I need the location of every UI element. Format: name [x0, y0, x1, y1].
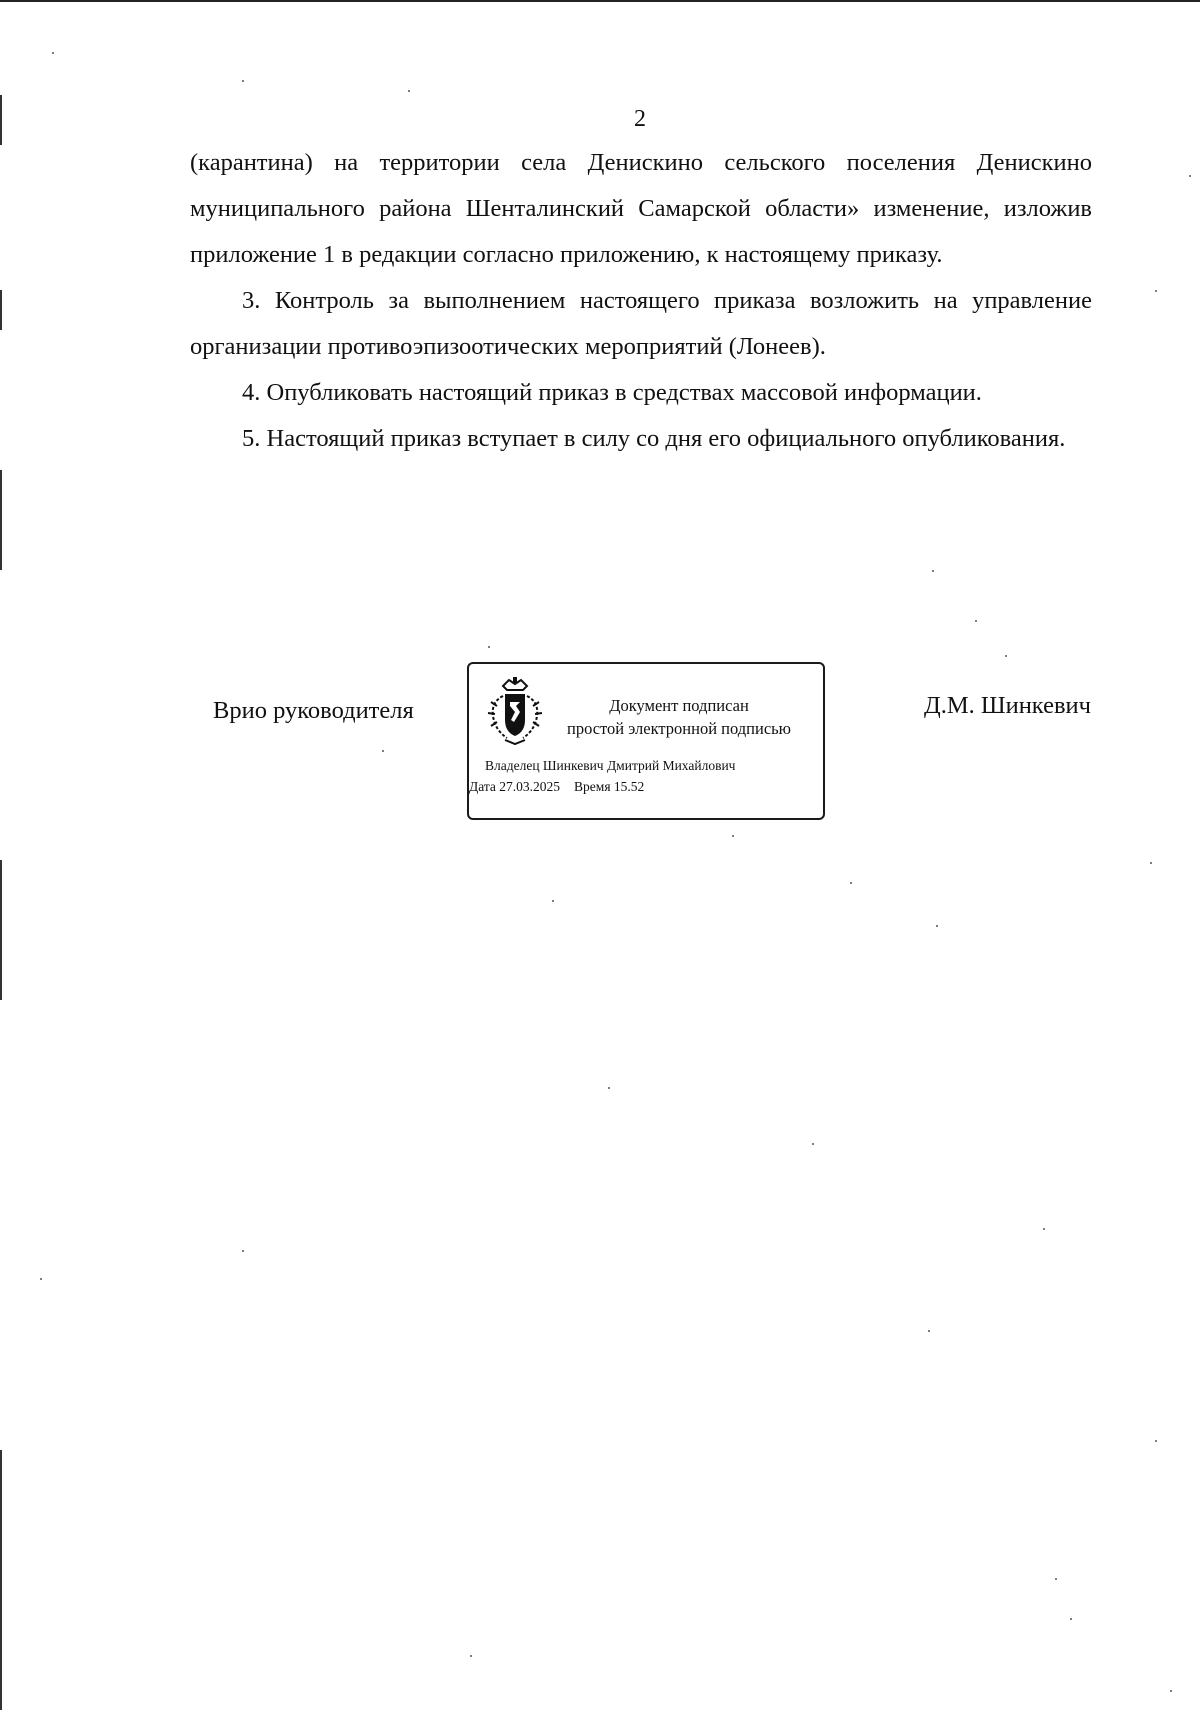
- scan-speck: [1155, 1440, 1157, 1442]
- scan-speck: [1155, 290, 1157, 292]
- scan-speck: [1150, 862, 1152, 864]
- scan-speck: [975, 620, 977, 622]
- page-number: 2: [634, 106, 646, 132]
- scan-speck: [1055, 1578, 1057, 1580]
- scan-speck: [812, 1143, 814, 1145]
- paragraph-item-5: 5. Настоящий приказ вступает в силу со дня его официального опубликования.: [242, 425, 1066, 452]
- stamp-header: [539, 694, 819, 740]
- paragraph-continuation: (карантина) на территории села Денискино сельского поселения Денискино муниципального района Шенталинский Самарской области» изменение, изложив приложение 1 в редакции согласно приложению, к настоящему приказу.: [190, 149, 1092, 268]
- scan-speck: [732, 835, 734, 837]
- stamp-time: Время 15.52: [574, 779, 645, 794]
- scan-edge-left: [0, 290, 2, 330]
- scan-speck: [242, 80, 244, 82]
- scan-speck: [850, 882, 852, 884]
- scan-speck: [52, 52, 54, 54]
- scan-speck: [928, 1330, 930, 1332]
- scan-speck: [936, 925, 938, 927]
- scan-speck: [242, 1250, 244, 1252]
- stamp-owner: Владелец Шинкевич Дмитрий Михайлович: [485, 758, 736, 773]
- scan-speck: [552, 900, 554, 902]
- signatory-name: Д.М. Шинкевич: [924, 692, 1091, 719]
- signatory-title: Врио руководителя: [213, 697, 414, 724]
- stamp-line-2: простой электронной подписью: [566, 719, 791, 738]
- scan-speck: [1005, 655, 1007, 657]
- electronic-signature-stamp: [467, 662, 825, 820]
- scan-edge-left: [0, 470, 2, 570]
- scan-speck: [932, 570, 934, 572]
- scan-speck: [488, 646, 490, 648]
- scan-edge-top: [0, 0, 1200, 2]
- paragraph-item-3: 3. Контроль за выполнением настоящего приказа возложить на управление организации противоэпизоотических мероприятий (Лонеев).: [190, 287, 1092, 360]
- scan-edge-left: [0, 1450, 2, 1710]
- scan-speck: [1070, 1618, 1072, 1620]
- document-body: [190, 140, 1092, 462]
- scan-edge-left: [0, 860, 2, 1000]
- stamp-date-row: [469, 779, 644, 795]
- scan-speck: [40, 1278, 42, 1280]
- scan-speck: [408, 90, 410, 92]
- stamp-line-1: Документ подписан: [609, 696, 749, 715]
- scan-speck: [1170, 1690, 1172, 1692]
- scan-speck: [1043, 1228, 1045, 1230]
- stamp-date: Дата 27.03.2025: [469, 779, 561, 794]
- scan-speck: [470, 1655, 472, 1657]
- scan-speck: [608, 1087, 610, 1089]
- paragraph-item-4: 4. Опубликовать настоящий приказ в средствах массовой информации.: [242, 379, 982, 406]
- samara-coat-of-arms-icon: [483, 676, 547, 746]
- scan-speck: [382, 750, 384, 752]
- scan-speck: [1189, 175, 1191, 177]
